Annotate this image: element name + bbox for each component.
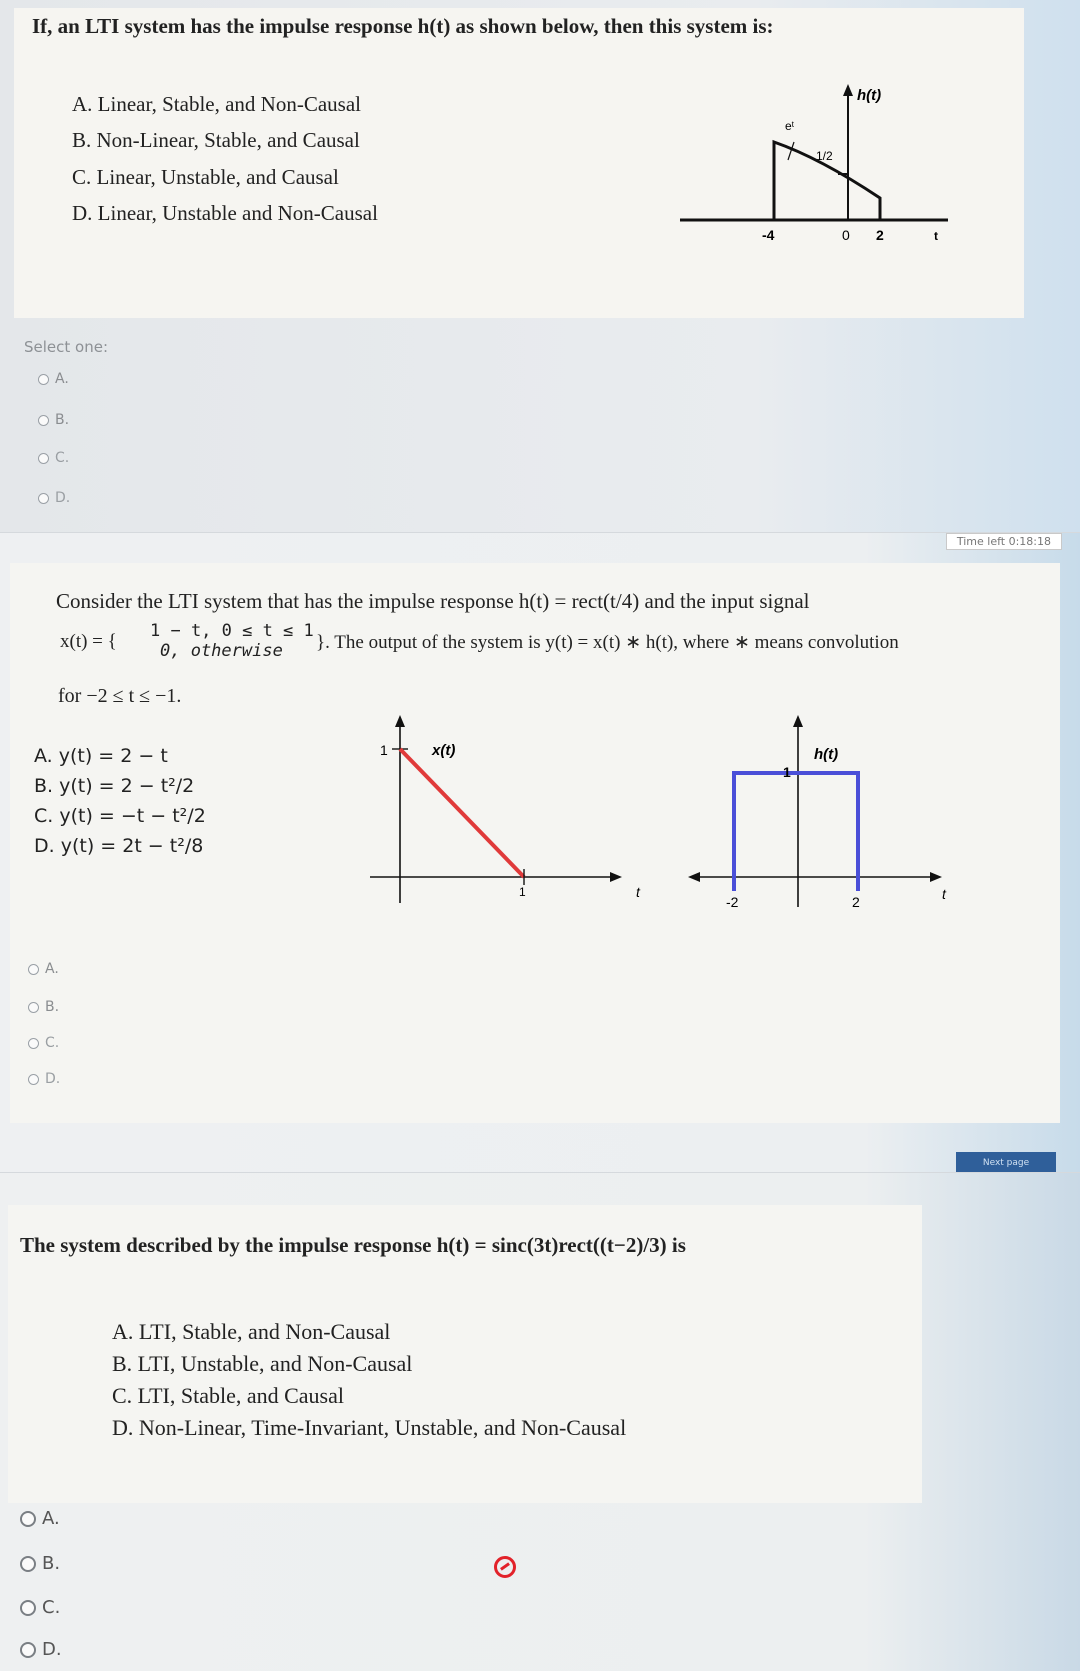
q1-option-d: D. Linear, Unstable and Non-Causal bbox=[72, 201, 378, 225]
radio-circle-icon[interactable] bbox=[38, 453, 49, 464]
q2-h-graph-right-arrow bbox=[930, 872, 942, 882]
q3-radio-b[interactable]: B. bbox=[20, 1553, 60, 1574]
question-1-title: If, an LTI system has the impulse response h(t) as shown below, then this system is: bbox=[32, 14, 774, 38]
q2-x-graph-x-arrow bbox=[610, 872, 622, 882]
radio-circle-icon[interactable] bbox=[28, 1002, 39, 1013]
question-1-panel bbox=[0, 0, 1080, 532]
radio-circle-icon[interactable] bbox=[38, 374, 49, 385]
question-3-title: The system described by the impulse response h(t) = sinc(3t)rect((t−2)/3) is bbox=[20, 1233, 686, 1257]
radio-circle-icon[interactable] bbox=[38, 415, 49, 426]
q2-x-graph-xtick-label: 1 bbox=[519, 885, 526, 899]
q2-option-c: C. y(t) = −t − t²/2 bbox=[34, 805, 206, 827]
q1-radio-c[interactable]: C. bbox=[38, 450, 69, 466]
q1-graph-tick-2: 2 bbox=[876, 227, 884, 243]
radio-circle-icon[interactable] bbox=[20, 1511, 36, 1527]
q3-radio-a[interactable]: A. bbox=[20, 1508, 60, 1529]
q2-h-graph-rect bbox=[734, 773, 858, 891]
q2-radio-c[interactable]: C. bbox=[28, 1035, 59, 1051]
q2-h-graph-y-arrow bbox=[793, 715, 803, 727]
q2-h-graph-xtick-2: 2 bbox=[852, 894, 860, 910]
q2-text-line3: for −2 ≤ t ≤ −1. bbox=[58, 685, 182, 707]
q1-select-one-label: Select one: bbox=[24, 338, 109, 356]
q1-graph-tick-neg4: -4 bbox=[762, 227, 775, 243]
time-left-badge: Time left 0:18:18 bbox=[946, 533, 1062, 550]
q2-text-case1: 1 − t, 0 ≤ t ≤ 1 bbox=[150, 621, 314, 641]
q1-impulse-response-graph bbox=[670, 80, 960, 250]
q2-x-graph-ylabel: x(t) bbox=[432, 742, 456, 759]
q2-x-graph-signal-line bbox=[400, 749, 524, 877]
radio-circle-icon[interactable] bbox=[28, 964, 39, 975]
q1-radio-b[interactable]: B. bbox=[38, 412, 69, 428]
q1-option-b: B. Non-Linear, Stable, and Causal bbox=[72, 128, 360, 152]
q2-x-graph-xlabel: t bbox=[636, 884, 640, 900]
q2-option-a: A. y(t) = 2 − t bbox=[34, 745, 168, 767]
q2-h-graph-ytick-label: 1 bbox=[783, 764, 791, 780]
q1-radio-d[interactable]: D. bbox=[38, 490, 70, 506]
q3-radio-d[interactable]: D. bbox=[20, 1639, 62, 1660]
q1-option-a: A. Linear, Stable, and Non-Causal bbox=[72, 92, 361, 116]
question-2-panel bbox=[0, 532, 1080, 1172]
q3-option-c: C. LTI, Stable, and Causal bbox=[112, 1383, 344, 1408]
q3-radio-c[interactable]: C. bbox=[20, 1597, 60, 1618]
q2-option-b: B. y(t) = 2 − t²/2 bbox=[34, 775, 195, 797]
radio-circle-icon[interactable] bbox=[28, 1074, 39, 1085]
q2-option-d: D. y(t) = 2t − t²/8 bbox=[34, 835, 204, 857]
q2-radio-d[interactable]: D. bbox=[28, 1071, 60, 1087]
q2-h-graph-left-arrow bbox=[688, 872, 700, 882]
q2-radio-b[interactable]: B. bbox=[28, 999, 59, 1015]
q2-h-graph-xtick-neg2: -2 bbox=[726, 894, 739, 910]
question-3-panel bbox=[0, 1172, 1080, 1671]
radio-circle-icon[interactable] bbox=[28, 1038, 39, 1049]
q3-option-a: A. LTI, Stable, and Non-Causal bbox=[112, 1319, 391, 1344]
q3-option-b: B. LTI, Unstable, and Non-Causal bbox=[112, 1351, 413, 1376]
q2-x-graph-y-arrow bbox=[395, 715, 405, 727]
radio-circle-icon[interactable] bbox=[20, 1600, 36, 1616]
q1-graph-ylabel: h(t) bbox=[857, 87, 882, 104]
q2-text-line2-lhs: x(t) = { bbox=[60, 631, 117, 652]
next-page-button[interactable]: Next page bbox=[956, 1152, 1056, 1174]
q2-radio-a[interactable]: A. bbox=[28, 961, 59, 977]
q1-graph-y-arrow bbox=[843, 84, 853, 96]
q1-graph-value-label: 1/2 bbox=[816, 149, 833, 163]
q2-input-signal-graph bbox=[360, 713, 660, 903]
q1-graph-xlabel: t bbox=[934, 229, 938, 243]
q1-graph-tick-0: 0 bbox=[842, 227, 850, 243]
q1-option-c: C. Linear, Unstable, and Causal bbox=[72, 165, 339, 189]
radio-circle-icon[interactable] bbox=[20, 1556, 36, 1572]
q2-text-case2: 0, otherwise bbox=[160, 641, 283, 661]
q2-h-graph-ylabel: h(t) bbox=[814, 746, 839, 763]
q2-x-graph-ytick-label: 1 bbox=[380, 742, 388, 758]
q2-impulse-response-graph bbox=[680, 713, 970, 913]
q2-h-graph-xlabel: t bbox=[942, 886, 946, 902]
q2-text-line1: Consider the LTI system that has the impulse response h(t) = rect(t/4) and the input signal bbox=[56, 589, 810, 613]
not-allowed-cursor-icon bbox=[494, 1556, 516, 1578]
q1-graph-curve-label: eᵗ bbox=[785, 119, 795, 133]
radio-circle-icon[interactable] bbox=[38, 493, 49, 504]
q2-text-line2-rhs: }. The output of the system is y(t) = x(t) ∗ h(t), where ∗ means convolution bbox=[316, 632, 899, 653]
radio-circle-icon[interactable] bbox=[20, 1642, 36, 1658]
q1-radio-a[interactable]: A. bbox=[38, 371, 69, 387]
q3-option-d: D. Non-Linear, Time-Invariant, Unstable, and Non-Causal bbox=[112, 1415, 627, 1440]
